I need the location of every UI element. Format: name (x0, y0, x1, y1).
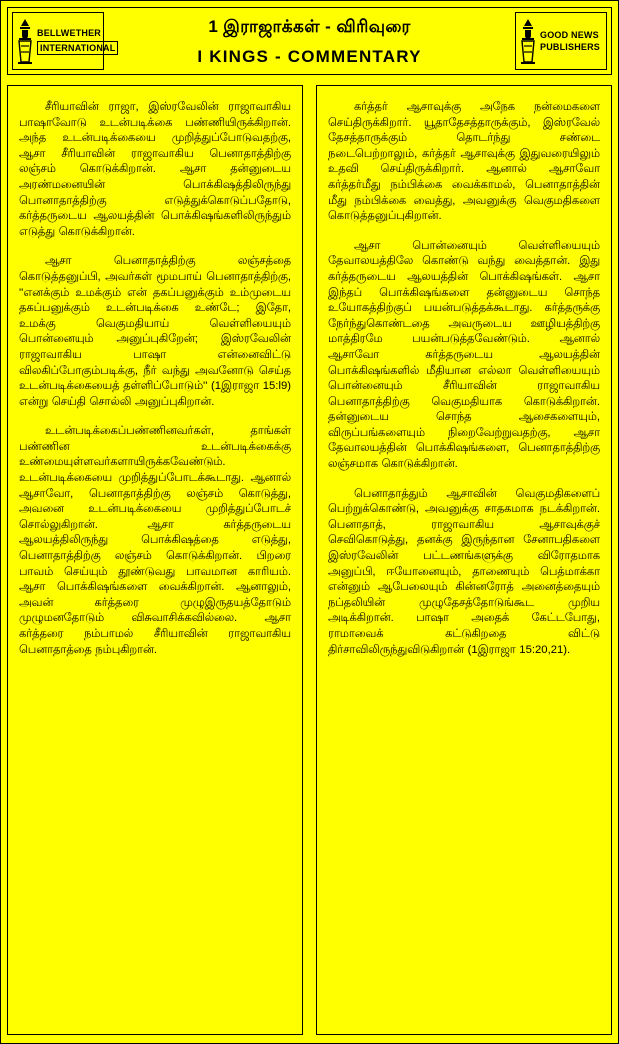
page-title-tamil: 1 இராஜாக்கள் - விரிவுரை (208, 17, 411, 36)
bellwether-international-logo (12, 12, 116, 70)
good-news-logo-line2: PUBLISHERS (540, 42, 601, 52)
page-title-english: I KINGS - COMMENTARY (197, 47, 422, 66)
paragraph: உடன்படிக்கைப்பண்ணினவர்கள், தாங்கள் பண்ணின உடன்படிக்கைக்கு உண்மையுள்ளவர்களாயிருக்கவேண்டும். உடன்படிக்கையை முறித்துப்போடக்கூடாது. ஆனால் ஆசாவோ, பெனாதாத்திற்கு லஞ்சம் கொடுத்து, அவனை உடன்படிக்கையை முறித்துப்போடச் சொல்லுகிறான். ஆசா கர்த்தருடைய ஆலயத்திலிருந்து பொக்கிஷத்தை எடுத்து, பெனாதாத்திற்கு லஞ்சம் கொடுக்கிறான். பிறரை பாவம் செய்யும் தூண்டுவது பாவமான காரியம். ஆசா பொக்கிஷங்களை வைக்கிறான். ஆனாலும், அவன் கர்த்தரை முழுஇருதயத்தோடும் முழுமனதோடும் விசுவாசிக்கவில்லை. ஆசா கர்த்தரை நம்பாமல் சீரியாவின் ராஜாவாகிய பெனாதாத்தை நம்புகிறான். (19, 425, 291, 656)
good-news-logo-text (540, 29, 600, 53)
good-news-logo-line1: GOOD NEWS (540, 29, 599, 40)
paragraph: ஆசா பொன்னையும் வெள்ளியையும் தேவாலயத்திலே கொண்டு வந்து வைத்தான். இது கர்த்தருடைய ஆலயத்தின் பொக்கிஷங்கள். ஆசா இந்தப் பொக்கிஷங்களை தன்னுடைய சொந்த உயோகத்திற்குப் பயன்படுத்தக்கூடாது. கர்த்தருக்கு நேர்ந்துகொண்டதை அவருடைய ஊழியத்திற்கு மாத்திரமே பயன்படுத்தவேண்டும். ஆனால் ஆசாவோ கர்த்தருடைய ஆலயத்தின் பொக்கிஷங்களில் மீதியான எல்லா வெள்ளியையும் பொன்னையும் சீரியாவின் ராஜாவாகிய பெனாதாத்திற்கு வெகுமதியாக கொடுக்கிறான். தன்னுடைய சொந்த ஆசைகளையும், விருப்பங்களையும் நிறைவேற்றுவதற்கு, ஆசா தேவாலயத்தின் பொக்கிஷங்களை, பெனாதாத்திற்கு லஞ்சமாக கொடுக்கிறான். (328, 239, 600, 471)
paragraph: பெனாதாத்தும் ஆசாவின் வெகுமதிகளைப் பெற்றுக்கொண்டு, அவனுக்கு சாதகமாக நடக்கிறான். பெனாதாத், ராஜாவாகிய ஆசாவுக்குச் செவிகொடுத்து, தனக்கு இருந்தான சேனாபதிகளை இஸ்ரவேலின் பட்டணங்களுக்கு விரோதமாக அனுப்பி, ஈயோனையும், தாணையும் பெத்மாக்கா என்னும் ஆபேலையும் கின்னரோத் அனைத்தையும் நப்தலியின் முழுதேசத்தோடுங்கூட முறிய அடிக்கிறான். பாஷா அதைக் கேட்டபோது, ராமாவைக் கட்டுகிறதை விட்டு திர்சாவிலிருந்துவிடுகிறான் (1இராஜா 15:20,21). (328, 487, 600, 656)
column-left (7, 85, 303, 1035)
body-columns (7, 85, 612, 1035)
bellwether-logo-line1: BELLWETHER (37, 27, 101, 38)
bellwether-logo-text (37, 27, 118, 55)
good-news-publishers-logo (515, 12, 607, 70)
column-right (316, 85, 612, 1035)
page-header (7, 7, 612, 75)
paragraph: ஆசா பெனாதாத்திற்கு லஞ்சத்தை கொடுத்தனுப்பி, அவர்கள் மூமபாய் பெனாதாத்திற்கு, ''எனக்கும் உமக்கும் என் தகப்பனுக்கும் உம்முடைய தகப்பனுக்கும் உடன்படிக்கை உண்டே; இதோ, உமக்கு வெகுமதியாய் வெள்ளியையும் பொன்னையும் அனுப்புகிறேன்; இஸ்ரவேலின் ராஜாவாகிய பாஷா என்னைவிட்டு விலகிப்போகும்படிக்கு, நீர் வந்து அவனோடு செய்த உடன்படிக்கையைத் தள்ளிப்போடும்'' (1இராஜா 15:l9) என்று செய்தி சொல்லி அனுப்புகிறான். (19, 255, 292, 408)
bellwether-logo-line2: INTERNATIONAL (37, 41, 118, 55)
paragraph: சீரியாவின் ராஜா, இஸ்ரவேலின் ராஜாவாகிய பாஷாவோடு உடன்படிக்கை பண்ணியிருக்கிறான். அந்த உடன்படிக்கையை முறித்துப்போடுவதற்கு, ஆசா சீரியாவின் ராஜாவாகிய பெனாதாத்திற்கு லஞ்சம் கொடுக்கிறான். ஆசா தன்னுடைய அரண்மனையின் பொக்கிஷத்திலிருந்து பொனாதாத்திற்கு எடுத்துக்கொடுப்பதோடு, கர்த்தருடைய ஆலயத்தின் பொக்கிஷங்களிலிருந்தும் எடுத்து கொடுக்கிறான். (19, 101, 291, 238)
page-title-group (108, 8, 511, 74)
bell-tower-icon (16, 18, 34, 64)
bell-tower-icon (519, 18, 537, 64)
paragraph: கர்த்தர் ஆசாவுக்கு அநேக நன்மைகளை செய்திருக்கிறார். யூதாதேசத்தாருக்கும், இஸ்ரவேல் தேசத்தாருக்கும் தொடர்ந்து சண்டை நடைபெற்றாலும், கர்த்தர் ஆசாவுக்கு இதுவரையிலும் உதவி செய்திருக்கிறார். ஆனால் ஆசாவோ கர்த்தர்மீது நம்பிக்கை வைக்காமல், பெனாதாத்தின் மீது நம்பிக்கை வைத்து, அவனுக்கு வெகுமதிகளை கொடுத்தனுப்புகிறான். (328, 101, 600, 223)
